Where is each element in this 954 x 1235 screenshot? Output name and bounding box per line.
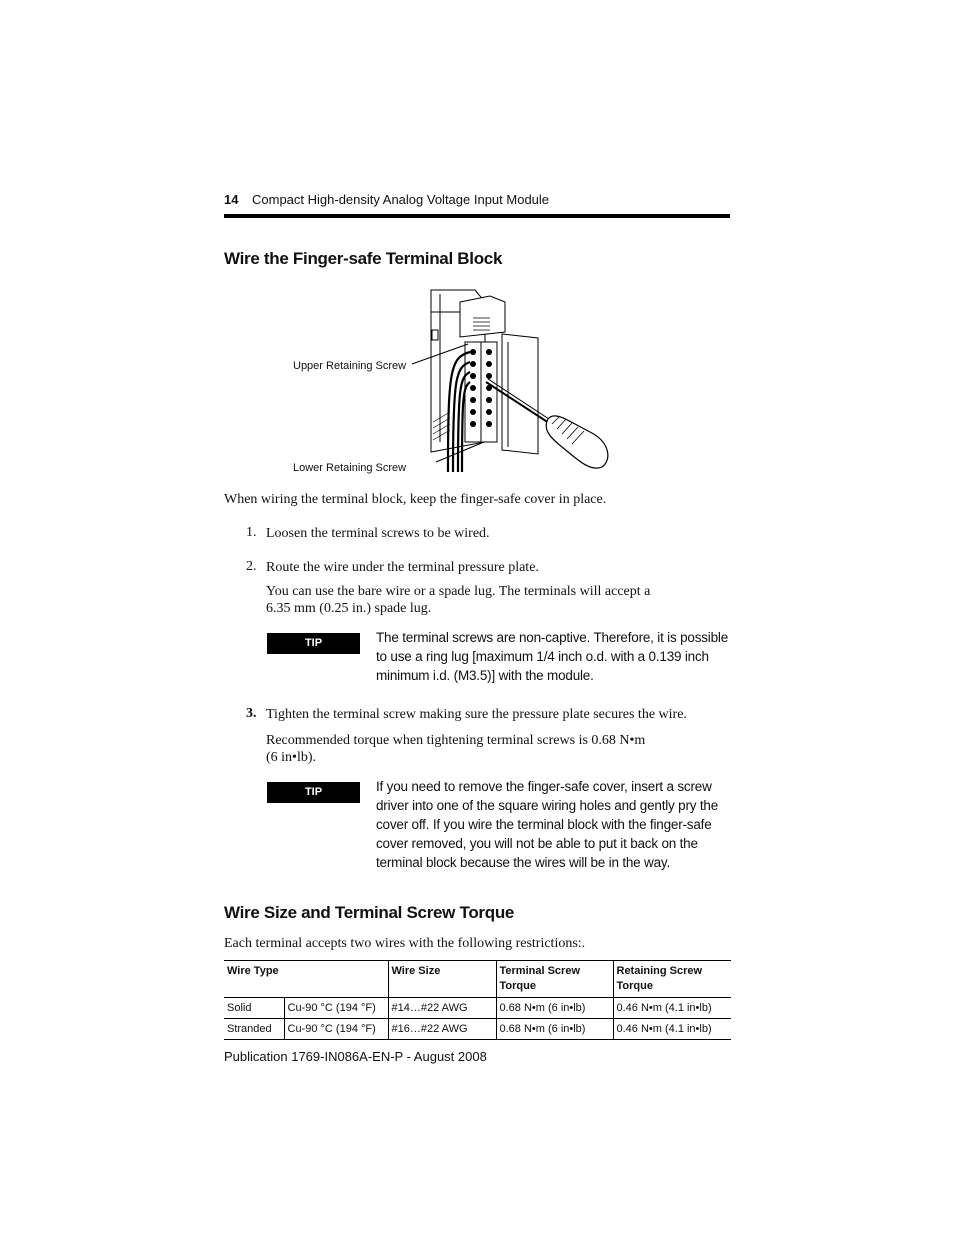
section1-intro: When wiring the terminal block, keep the finger-safe cover in place. — [224, 492, 607, 507]
step-text: Loosen the terminal screws to be wired. — [266, 526, 490, 541]
cell-rating: Cu-90 °C (194 °F) — [284, 1019, 388, 1040]
section-heading-wire-size: Wire Size and Terminal Screw Torque — [224, 903, 515, 922]
cell-wire-size: #14…#22 AWG — [388, 998, 496, 1019]
cell-terminal-torque: 0.68 N•m (6 in•lb) — [496, 998, 613, 1019]
step-detail: (6 in•lb). — [266, 750, 317, 765]
tip-line: driver into one of the square wiring holes and gently pry the — [376, 798, 719, 813]
col-header-wire-size: Wire Size — [388, 961, 496, 998]
footer-publication: Publication 1769-IN086A-EN-P - August 2008 — [224, 1049, 487, 1064]
tip-line: cover off. If you wire the terminal block with the finger-safe — [376, 817, 712, 832]
cell-wire-type: Solid — [227, 1002, 252, 1014]
cell-retaining-torque: 0.46 N•m (4.1 in•lb) — [613, 1019, 731, 1040]
running-header-title: Compact High-density Analog Voltage Input Module — [252, 192, 550, 207]
tip-badge: TIP — [267, 633, 360, 654]
terminal-block-figure — [290, 282, 620, 482]
section2-intro: Each terminal accepts two wires with the following restrictions:. — [224, 936, 586, 951]
col-header-retaining-torque — [613, 961, 731, 998]
header-rule — [224, 214, 730, 218]
cell-terminal-torque: 0.68 N•m (6 in•lb) — [496, 1019, 613, 1040]
header-line: Torque — [616, 980, 653, 992]
table-row — [224, 998, 731, 1019]
header-line: Terminal Screw — [499, 965, 580, 977]
header-line: Torque — [499, 980, 536, 992]
step-number: 3. — [246, 706, 257, 721]
tip-text — [376, 777, 736, 872]
page-number: 14 — [224, 192, 239, 207]
tip-line: to use a ring lug [maximum 1/4 inch o.d. with a 0.139 inch — [376, 649, 709, 664]
tip-line: If you need to remove the finger-safe cover, insert a screw — [376, 779, 712, 794]
col-header-wire-type: Wire Type — [227, 965, 279, 977]
tip-badge: TIP — [267, 782, 360, 803]
table-header-row — [224, 961, 731, 998]
step-detail: 6.35 mm (0.25 in.) spade lug. — [266, 601, 432, 616]
upper-retaining-screw-label: Upper Retaining Screw — [293, 360, 407, 372]
module-illustration — [290, 282, 620, 482]
step-text: Tighten the terminal screw making sure the pressure plate secures the wire. — [266, 707, 687, 722]
tip-line: The terminal screws are non-captive. Therefore, it is possible — [376, 630, 729, 645]
cell-wire-type: Stranded — [227, 1023, 272, 1035]
step-text: Route the wire under the terminal pressure plate. — [266, 560, 539, 575]
tip-line: minimum i.d. (M3.5)] with the module. — [376, 668, 594, 683]
section-heading-wire-terminal-block: Wire the Finger-safe Terminal Block — [224, 249, 503, 268]
lower-retaining-screw-label: Lower Retaining Screw — [293, 462, 407, 474]
table-row — [224, 1019, 731, 1040]
step-detail: You can use the bare wire or a spade lug. The terminals will accept a — [266, 584, 651, 599]
tip-line: cover removed, you will not be able to put it back on the — [376, 836, 698, 851]
header-line: Retaining Screw — [616, 965, 703, 977]
step-number: 1. — [246, 525, 257, 540]
cell-retaining-torque: 0.46 N•m (4.1 in•lb) — [613, 998, 731, 1019]
col-header-terminal-torque — [496, 961, 613, 998]
step-number: 2. — [246, 559, 257, 574]
cell-rating: Cu-90 °C (194 °F) — [284, 998, 388, 1019]
cell-wire-size: #16…#22 AWG — [388, 1019, 496, 1040]
step-detail: Recommended torque when tightening terminal screws is 0.68 N•m — [266, 733, 646, 748]
tip-text — [376, 628, 736, 685]
wire-size-table — [224, 960, 731, 1040]
tip-line: terminal block because the wires will be in the way. — [376, 855, 670, 870]
